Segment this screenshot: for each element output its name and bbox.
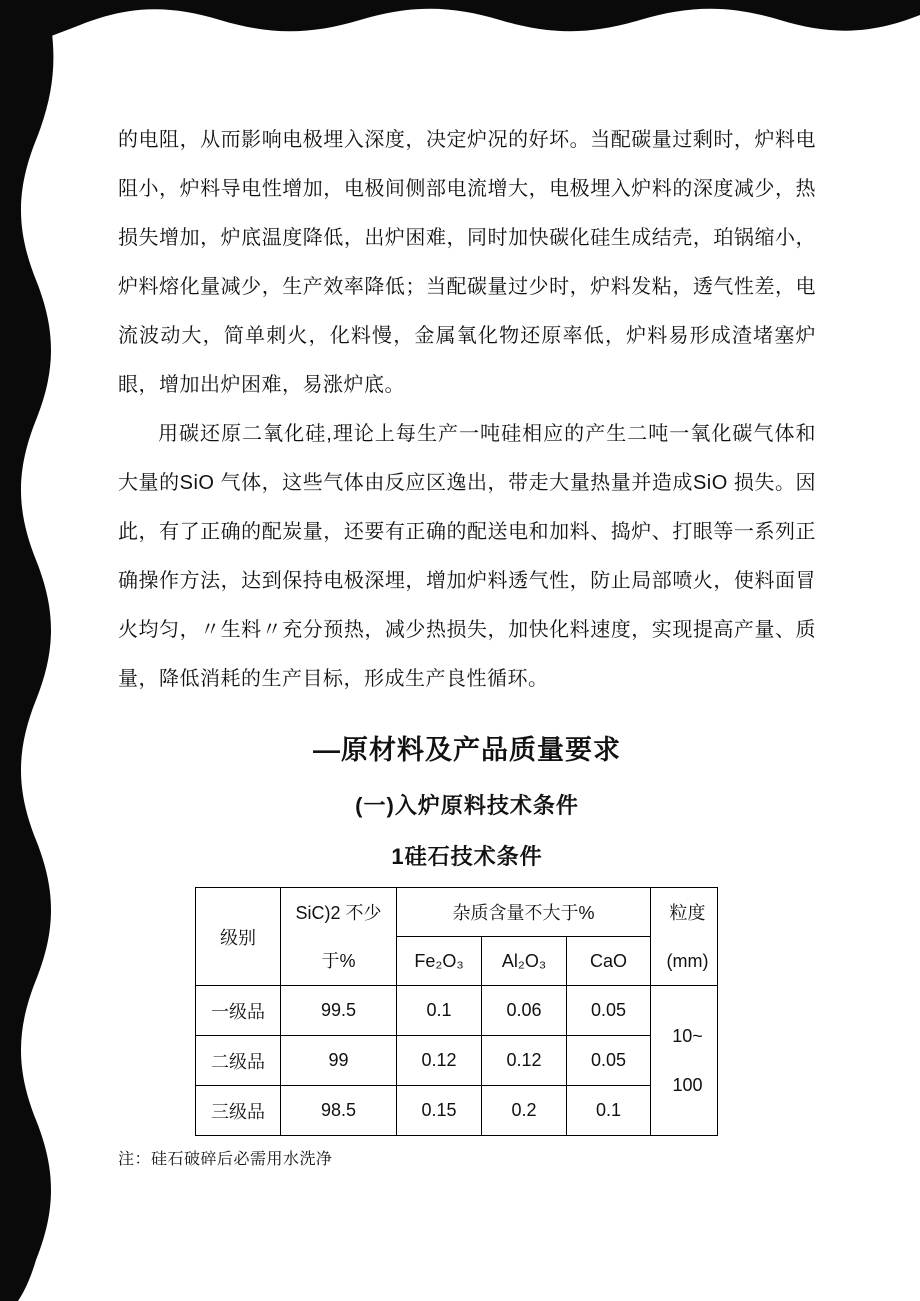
- document-content: [118, 116, 816, 1169]
- paragraph-carbon-excess: 的电阻，从而影响电极埋入深度，决定炉况的好坏。当配碳量过剩时，炉料电阻小，炉料导电性增加，电极间侧部电流增大，电极埋入炉料的深度减少，热损失增加，炉底温度降低，出炉困难，同时加快碳化硅生成结壳，珀锅缩小，炉料熔化量减少，生产效率降低；当配碳量过少时，炉料发粘，透气性差，电流波动大，简单刺火，化料慢，金属氧化物还原率低，炉料易形成渣堵塞炉眼，增加出炉困难，易涨炉底。: [118, 129, 816, 396]
- cell-cao: 0.05: [567, 986, 651, 1036]
- cell-cao: 0.05: [567, 1036, 651, 1086]
- table-row-grade-2: [196, 1036, 718, 1086]
- silica-spec-table: [195, 887, 718, 1136]
- header-cell-grade: 级别: [196, 888, 281, 986]
- cell-grade: 三级品: [196, 1086, 281, 1136]
- cell-grade: 二级品: [196, 1036, 281, 1086]
- heading-raw-materials: —原材料及产品质量要求: [313, 735, 621, 765]
- header-cell-impurities: 杂质含量不大于%: [397, 888, 651, 937]
- header-size-line2: (mm): [666, 950, 709, 971]
- header-sio2-line1: SiC)2 不少: [295, 902, 382, 923]
- cell-al2o3: 0.06: [482, 986, 567, 1036]
- cell-al2o3: 0.12: [482, 1036, 567, 1086]
- cell-cao: 0.1: [567, 1086, 651, 1136]
- cell-fe2o3: 0.15: [397, 1086, 482, 1136]
- particle-size-line1: 10~: [672, 1025, 703, 1046]
- header-sio2-line2: 于%: [321, 950, 356, 971]
- cell-sio2: 99: [281, 1036, 397, 1086]
- header-cell-al2o3: Al₂O₃: [482, 937, 567, 986]
- cell-al2o3: 0.2: [482, 1086, 567, 1136]
- paragraph-sio-reduction: 用碳还原二氧化硅,理论上每生产一吨硅相应的产生二吨一氧化碳气体和大量的SiO 气体，这些气体由反应区逸出，带走大量热量并造成SiO 损失。因此，有了正确的配炭量，还要有正确的配送电和加料、捣炉、打眼等一系列正确操作方法，达到保持电极深埋，增加炉料透气性，防止局部喷火，使料面冒火均匀，〃生料〃充分预热，减少热损失，加快化料速度，实现提高产量、质量，降低消耗的生产目标，形成生产良性循环。: [118, 423, 816, 690]
- particle-size-line2: 100: [672, 1074, 703, 1095]
- left-border-wave: [0, 0, 53, 1301]
- table-header-row-1: [196, 888, 718, 937]
- heading-furnace-feed-conditions: (一)入炉原料技术条件: [355, 793, 579, 818]
- cell-grade: 一级品: [196, 986, 281, 1036]
- table-row-grade-1: [196, 986, 718, 1036]
- cell-fe2o3: 0.1: [397, 986, 482, 1036]
- cell-fe2o3: 0.12: [397, 1036, 482, 1086]
- header-cell-particle-size: [651, 888, 718, 986]
- header-cell-fe2o3: Fe₂O₃: [397, 937, 482, 986]
- header-cell-cao: CaO: [567, 937, 651, 986]
- cell-particle-size-range: [651, 986, 718, 1136]
- top-border-wave: [0, 0, 920, 58]
- table-row-grade-3: [196, 1086, 718, 1136]
- header-cell-sio2: [281, 888, 397, 986]
- header-size-line1: 粒度: [669, 902, 706, 923]
- cell-sio2: 99.5: [281, 986, 397, 1036]
- table-note: 注：硅石破碎后必需用水洗净: [118, 1151, 333, 1168]
- cell-sio2: 98.5: [281, 1086, 397, 1136]
- heading-silica-technical-conditions: 1硅石技术条件: [391, 844, 543, 869]
